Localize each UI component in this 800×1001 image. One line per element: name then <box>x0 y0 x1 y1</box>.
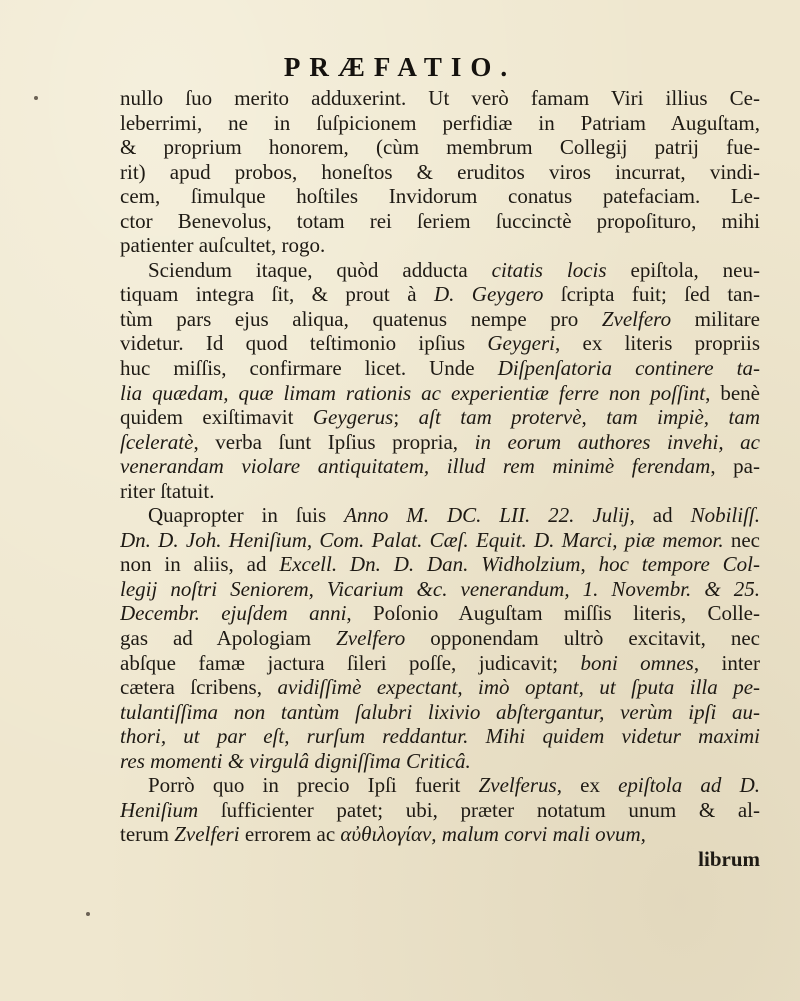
text-run: , ad <box>629 503 691 528</box>
text-run: , benè <box>705 380 760 405</box>
text-line <box>120 601 760 626</box>
italic-text: ſceleratè <box>120 429 194 454</box>
text-run: cætera ſcribens, <box>120 675 278 700</box>
text-line <box>120 160 760 185</box>
italic-text: in eorum authores invehi, ac <box>474 429 760 454</box>
italic-text: Nobiliſſ. <box>690 503 760 528</box>
text-run: huc miſſis, confirmare licet. Unde <box>120 356 498 381</box>
text-line <box>120 356 760 381</box>
text-line <box>120 479 760 504</box>
paragraph <box>120 773 760 847</box>
text-run: epiſtola, neu- <box>606 257 760 282</box>
text-line <box>120 430 760 455</box>
italic-text: thori, ut par eſt, rurſum reddantur. Mihi quidem videtur maximi <box>120 724 760 749</box>
text-run: tùm pars ejus aliqua, quatenus nempe pro <box>120 306 602 331</box>
ink-speck <box>34 96 38 100</box>
text-run: Quapropter in ſuis <box>148 503 345 528</box>
italic-text: epiſtola ad D. <box>618 773 760 798</box>
text-run: nec <box>723 527 760 552</box>
italic-text: venerandam violare antiquitatem, illud rem minimè ferendam <box>120 454 711 479</box>
italic-text: Decembr. ejuſdem anni <box>120 601 347 626</box>
text-run: ctor Benevolus, totam rei ſeriem ſuccinctè propoſituro, mihi <box>120 208 760 233</box>
text-run: , Poſonio Auguſtam miſſis literis, Colle- <box>346 601 760 626</box>
text-run: ; <box>393 405 419 430</box>
text-run: opponendam ultrò excitavit, nec <box>405 626 760 651</box>
paragraph <box>120 258 760 503</box>
text-line <box>120 528 760 553</box>
text-line <box>120 307 760 332</box>
italic-text: hoc tempore Col- <box>598 552 760 577</box>
italic-text: boni omnes <box>580 650 694 675</box>
page-title: PRÆFATIO. <box>283 52 517 82</box>
text-line <box>120 773 760 798</box>
italic-text: Diſpenſatoria continere ta- <box>497 356 760 381</box>
text-line <box>120 331 760 356</box>
text-run: gas ad Apologiam <box>120 626 337 651</box>
italic-text: lia quædam, quæ limam rationis ac experientiæ ferre non poſſint <box>120 380 706 405</box>
italic-text: Heniſium <box>120 797 199 822</box>
text-run: cem, ſimulque hoſtiles Invidorum conatus patefaciam. Le- <box>120 184 760 209</box>
text-line <box>120 675 760 700</box>
paragraph <box>120 86 760 258</box>
italic-text: D. Geygero <box>433 282 544 307</box>
italic-text: avidiſſimè expectant, imò optant, ut ſputa illa pe- <box>277 675 760 700</box>
text-line <box>120 111 760 136</box>
text-line <box>120 233 760 258</box>
italic-text: aſt tam protervè, tam impiè, tam <box>418 405 760 430</box>
text-run: & proprium honorem, (cùm membrum Collegij patrij fue- <box>120 135 760 160</box>
italic-text: Zvelfero <box>336 626 406 651</box>
text-line <box>120 86 760 111</box>
text-run: videtur. Id quod teſtimonio ipſius <box>120 331 488 356</box>
ink-speck <box>86 912 90 916</box>
text-run: quidem exiſtimavit <box>120 405 313 430</box>
text-run: Sciendum itaque, quòd adducta <box>148 257 492 282</box>
text-line <box>120 724 760 749</box>
italic-text: res momenti & virgulâ digniſſima Criticâ. <box>120 748 471 773</box>
italic-text: Anno M. DC. LII. 22. Julij <box>344 503 630 528</box>
text-run: patienter auſcultet, rogo. <box>120 233 326 258</box>
text-run: terum <box>120 822 175 847</box>
text-line <box>120 184 760 209</box>
italic-text: legij noſtri Seniorem, Vicarium &c. venerandum, 1. Novembr. & 25. <box>120 576 760 601</box>
text-line <box>120 700 760 725</box>
text-run: , <box>580 552 599 577</box>
text-run: militare <box>671 306 760 331</box>
text-line <box>120 282 760 307</box>
text-run: Porrò quo in precio Ipſi fuerit <box>148 773 479 798</box>
text-run: , pa- <box>710 454 760 479</box>
text-line <box>120 135 760 160</box>
text-run: tiquam integra ſit, & prout à <box>120 282 434 307</box>
text-run: ſcripta fuit; ſed tan- <box>543 282 760 307</box>
paragraph <box>120 503 760 773</box>
text-run: rit) apud probos, honeſtos & eruditos viros incurrat, vindi- <box>120 159 760 184</box>
italic-text: Excell. Dn. D. Dan. Widholzium <box>279 552 581 577</box>
text-line <box>120 651 760 676</box>
text-run: , ex <box>556 773 619 798</box>
text-line <box>120 454 760 479</box>
text-block <box>120 86 760 872</box>
text-line <box>120 822 760 847</box>
text-line <box>120 503 760 528</box>
text-run: leberrimi, ne in ſuſpicionem perfidiæ in Patriam Auguſtam, <box>120 110 760 135</box>
italic-text: Zvelferi <box>174 822 240 847</box>
italic-text: Zvelferus <box>478 773 557 798</box>
text-line <box>120 381 760 406</box>
text-line <box>120 258 760 283</box>
text-line <box>120 552 760 577</box>
italic-text: αὐθιλογίαν, malum corvi mali ovum, <box>340 822 646 847</box>
text-line <box>120 405 760 430</box>
text-line <box>120 209 760 234</box>
italic-text: Dn. D. Joh. Heniſium, Com. Palat. Cæſ. Equit. D. Marci, piæ memor. <box>120 527 724 552</box>
text-line <box>120 798 760 823</box>
text-run: non in aliis, ad <box>120 552 280 577</box>
text-run: , inter <box>693 650 760 675</box>
text-line <box>120 749 760 774</box>
catchword: librum <box>698 846 760 871</box>
text-run: nullo ſuo merito adduxerint. Ut verò famam Viri illius Ce- <box>120 86 760 110</box>
text-run: riter ſtatuit. <box>120 478 215 503</box>
italic-text: Geygeri <box>487 331 555 356</box>
italic-text: Zvelfero <box>601 306 672 331</box>
italic-text: tulantiſſima non tantùm ſalubri lixivio abſtergantur, verùm ipſi au- <box>120 699 760 724</box>
text-run: ſufficienter patet; ubi, præter notatum unum & al- <box>198 797 760 822</box>
text-run: errorem ac <box>239 822 341 847</box>
italic-text: citatis locis <box>491 257 607 282</box>
italic-text: Geygerus <box>312 405 394 430</box>
text-line <box>120 577 760 602</box>
text-run: , verba ſunt Ipſius propria, <box>193 429 475 454</box>
text-run: abſque famæ jactura ſileri poſſe, judicavit; <box>120 650 581 675</box>
text-line <box>120 626 760 651</box>
text-run: , ex literis propriis <box>555 331 760 356</box>
